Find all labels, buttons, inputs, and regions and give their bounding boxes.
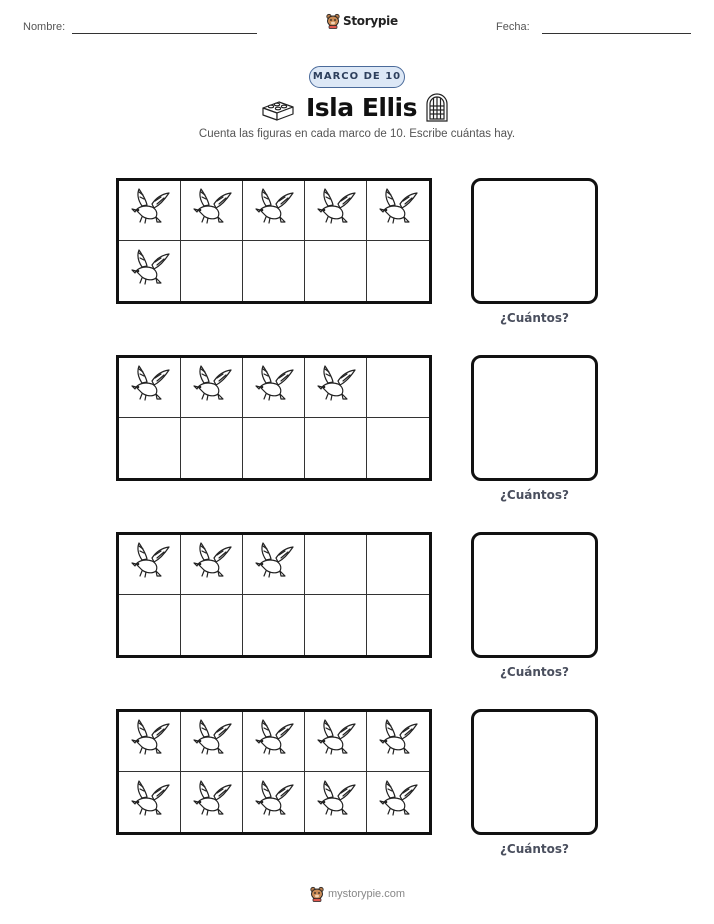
- date-label: Fecha:: [496, 21, 530, 33]
- answer-box[interactable]: [471, 532, 598, 658]
- ten-frame-cell: [367, 772, 429, 832]
- seagull-icon: [128, 363, 172, 412]
- seagull-icon: [190, 540, 234, 589]
- ten-frame-cell: [305, 595, 367, 655]
- bear-icon: [310, 886, 324, 902]
- brand-logo: [326, 13, 398, 29]
- ten-frame-cell: [119, 241, 181, 301]
- bear-icon: [326, 13, 340, 29]
- seagull-icon: [252, 540, 296, 589]
- ten-frame-cell: [305, 241, 367, 301]
- seagull-icon: [128, 540, 172, 589]
- ten-frame-cell: [181, 241, 243, 301]
- page-title: Isla Ellis: [306, 93, 417, 122]
- ten-frame-cell: [367, 535, 429, 595]
- ten-frame-cell: [367, 712, 429, 772]
- ten-frame-cell: [181, 772, 243, 832]
- name-line[interactable]: [72, 33, 257, 34]
- ten-frame-cell: [119, 712, 181, 772]
- ten-frame-cell: [305, 358, 367, 418]
- ten-frame-cell: [181, 595, 243, 655]
- ten-frame-cell: [243, 595, 305, 655]
- seagull-icon: [128, 247, 172, 296]
- ten-frame-cell: [181, 358, 243, 418]
- footer-url[interactable]: mystorypie.com: [328, 888, 406, 900]
- seagull-icon: [190, 717, 234, 766]
- ten-frame-cell: [243, 418, 305, 478]
- ten-frame-cell: [305, 181, 367, 241]
- ten-frame-cell: [367, 181, 429, 241]
- seagull-icon: [190, 363, 234, 412]
- answer-box[interactable]: [471, 709, 598, 835]
- seagull-icon: [190, 186, 234, 235]
- seagull-icon: [376, 186, 420, 235]
- answer-label: ¿Cuántos?: [499, 842, 570, 856]
- answer-label: ¿Cuántos?: [499, 311, 570, 325]
- seagull-icon: [128, 717, 172, 766]
- ten-frame-cell: [305, 535, 367, 595]
- seagull-icon: [376, 717, 420, 766]
- brand-name: Storypie: [343, 14, 398, 28]
- seagull-icon: [252, 186, 296, 235]
- instructions: Cuenta las figuras en cada marco de 10. Escribe cuántas hay.: [198, 128, 516, 140]
- answer-label: ¿Cuántos?: [499, 665, 570, 679]
- seagull-icon: [314, 778, 358, 827]
- name-label: Nombre:: [23, 21, 66, 33]
- ten-frame-cell: [119, 418, 181, 478]
- ten-frame-cell: [243, 712, 305, 772]
- ten-frame-cell: [119, 535, 181, 595]
- brick-icon: [261, 96, 295, 122]
- date-line[interactable]: [542, 33, 691, 34]
- ten-frame-cell: [181, 535, 243, 595]
- ten-frame-cell: [181, 418, 243, 478]
- ten-frame-cell: [305, 418, 367, 478]
- seagull-icon: [252, 363, 296, 412]
- seagull-icon: [190, 778, 234, 827]
- ten-frame: [116, 355, 432, 481]
- ten-frame-cell: [367, 241, 429, 301]
- ten-frame-cell: [243, 535, 305, 595]
- ten-frame: [116, 709, 432, 835]
- answer-label: ¿Cuántos?: [499, 488, 570, 502]
- seagull-icon: [128, 186, 172, 235]
- ten-frame-cell: [119, 595, 181, 655]
- seagull-icon: [252, 778, 296, 827]
- footer: [310, 886, 405, 902]
- ten-frame-cell: [305, 712, 367, 772]
- ten-frame-cell: [181, 181, 243, 241]
- seagull-icon: [376, 778, 420, 827]
- ten-frame-cell: [243, 772, 305, 832]
- ten-frame-cell: [119, 772, 181, 832]
- ten-frame-cell: [305, 772, 367, 832]
- seagull-icon: [314, 186, 358, 235]
- arched-window-icon: [425, 92, 449, 122]
- ten-frame-cell: [367, 595, 429, 655]
- ten-frame-cell: [243, 358, 305, 418]
- ten-frame-cell: [367, 418, 429, 478]
- ten-frame-cell: [119, 181, 181, 241]
- ten-frame: [116, 532, 432, 658]
- answer-box[interactable]: [471, 355, 598, 481]
- seagull-icon: [314, 717, 358, 766]
- seagull-icon: [252, 717, 296, 766]
- ten-frame-cell: [119, 358, 181, 418]
- ten-frame-cell: [367, 358, 429, 418]
- ten-frame: [116, 178, 432, 304]
- seagull-icon: [128, 778, 172, 827]
- worksheet-badge: MARCO DE 10: [309, 66, 405, 88]
- seagull-icon: [314, 363, 358, 412]
- ten-frame-cell: [243, 241, 305, 301]
- answer-box[interactable]: [471, 178, 598, 304]
- ten-frame-cell: [243, 181, 305, 241]
- ten-frame-cell: [181, 712, 243, 772]
